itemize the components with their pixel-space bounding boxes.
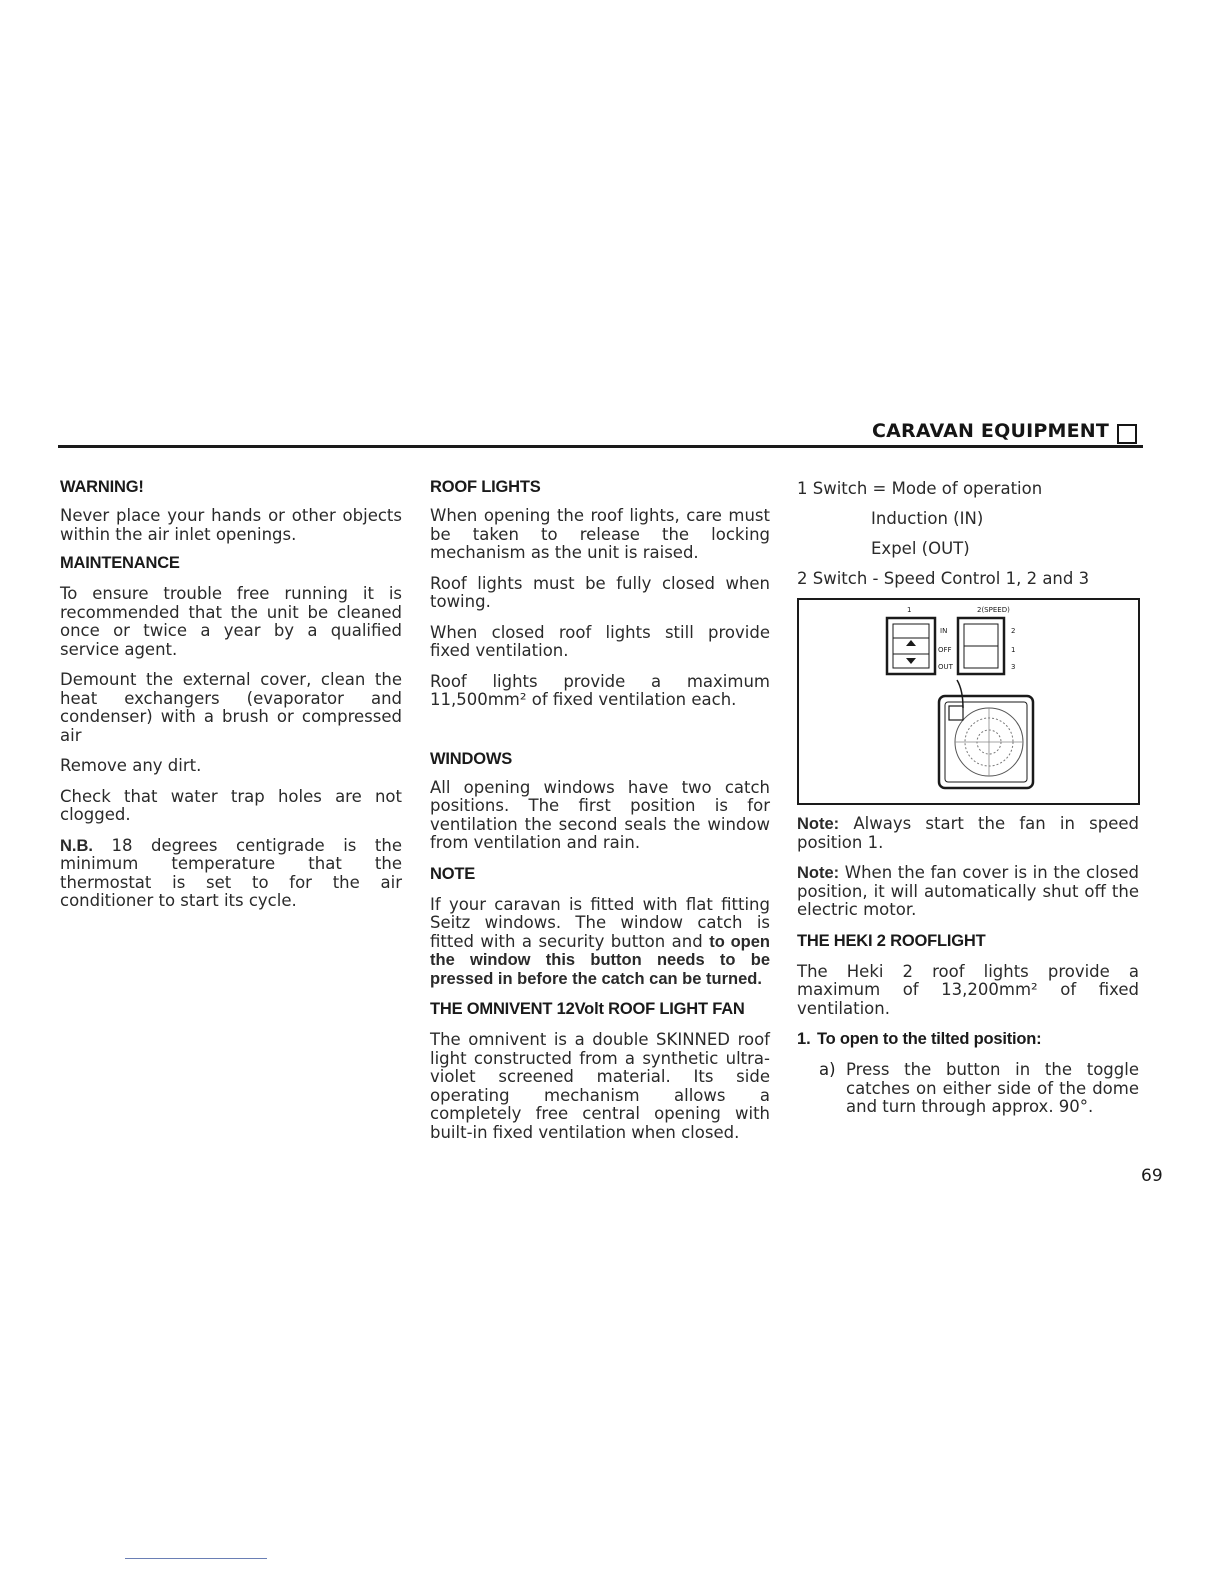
maintenance-paragraph-2: Demount the external cover, clean the heat exchangers (evaporator and condenser) with a brush or compressed air	[60, 670, 402, 745]
note-bold-text: to open the window this button needs to be pressed in before the catch can be turned.	[430, 932, 770, 988]
section-box-icon	[1117, 424, 1137, 444]
column-2	[430, 478, 770, 1142]
nb-paragraph	[60, 837, 402, 911]
expel-line: Expel (OUT)	[871, 539, 970, 558]
note-1-paragraph	[797, 815, 1139, 852]
induction-line: Induction (IN)	[871, 509, 984, 528]
maintenance-paragraph-4: Check that water trap holes are not clogged.	[60, 786, 402, 824]
maintenance-paragraph-1: To ensure trouble free running it is recommended that the unit be cleaned once or twice a year by a qualified service agent.	[60, 584, 402, 659]
roof-lights-paragraph-4: Roof lights provide a maximum 11,500mm² of fixed ventilation each.	[430, 671, 770, 709]
warning-text: Never place your hands or other objects within the air inlet openings.	[60, 506, 402, 544]
maintenance-paragraph-3: Remove any dirt.	[60, 756, 202, 775]
fan-switch-diagram	[797, 598, 1140, 805]
diagram-label-out: OUT	[938, 663, 953, 671]
page-number: 69	[1141, 1166, 1163, 1186]
nb-label: N.B.	[60, 836, 93, 855]
footer-rule	[125, 1558, 267, 1559]
maintenance-heading: MAINTENANCE	[60, 554, 180, 572]
diagram-speed-3: 3	[1011, 663, 1016, 671]
windows-heading: WINDOWS	[430, 749, 513, 768]
note-1-text: Always start the fan in speed position 1.	[797, 814, 1139, 852]
omnivent-paragraph: The omnivent is a double SKINNED roof light constructed from a synthetic ultra-violet screened material. Its side operating mechanism allows a completely free central opening with built-in fixed ventilation when closed.	[430, 1030, 770, 1142]
note-1-label: Note:	[797, 815, 840, 833]
diagram-speed-1: 1	[1011, 646, 1016, 654]
fan-diagram-drawing	[799, 600, 1138, 803]
sub-list-letter: a)	[819, 1060, 836, 1079]
header-rule	[58, 445, 1143, 448]
heki-paragraph: The Heki 2 roof lights provide a maximum of 13,200mm² of fixed ventilation.	[797, 961, 1139, 1018]
note-2-paragraph	[797, 864, 1139, 920]
note-text: If your caravan is fitted with flat fitting Seitz windows. The window catch is fitted with a security button and	[430, 894, 770, 951]
list-number: 1.	[797, 1030, 811, 1048]
note-2-label: Note:	[797, 864, 840, 882]
list-heading: To open to the tilted position:	[817, 1030, 1042, 1048]
diagram-label-off: OFF	[938, 646, 952, 654]
note-2-text: When the fan cover is in the closed position, it will automatically shut off the electric motor.	[797, 863, 1139, 919]
nb-text: 18 degrees centigrade is the minimum temperature that the thermostat is set to for the air conditioner to start its cycle.	[60, 835, 402, 910]
switch-2-line: 2 Switch - Speed Control 1, 2 and 3	[797, 569, 1090, 588]
diagram-label-1: 1	[907, 606, 912, 614]
diagram-label-in: IN	[940, 627, 948, 635]
sub-list-item	[797, 1061, 1139, 1117]
roof-lights-paragraph-1: When opening the roof lights, care must be taken to release the locking mechanism as the unit is raised.	[430, 506, 770, 562]
list-item	[797, 1030, 1139, 1049]
switch-1-line: 1 Switch = Mode of operation	[797, 479, 1043, 498]
column-1	[60, 478, 402, 911]
warning-heading: WARNING!	[60, 478, 144, 496]
section-title: CARAVAN EQUIPMENT	[872, 420, 1110, 442]
sub-list-text: Press the button in the toggle catches on either side of the dome and turn through approx. 90°.	[846, 1060, 1139, 1116]
roof-lights-heading: ROOF LIGHTS	[430, 478, 541, 496]
roof-lights-paragraph-3: When closed roof lights still provide fixed ventilation.	[430, 622, 770, 660]
diagram-speed-2: 2	[1011, 627, 1016, 635]
diagram-label-speed: 2(SPEED)	[977, 606, 1010, 614]
heki-heading: THE HEKI 2 ROOFLIGHT	[797, 931, 986, 950]
note-heading: NOTE	[430, 864, 476, 883]
windows-paragraph: All opening windows have two catch positions. The first position is for ventilation the second seals the window from ventilation and rain.	[430, 777, 770, 852]
roof-lights-paragraph-2: Roof lights must be fully closed when towing.	[430, 573, 770, 611]
column-3	[797, 478, 1139, 1117]
omnivent-heading: THE OMNIVENT 12Volt ROOF LIGHT FAN	[430, 1000, 745, 1018]
note-paragraph	[430, 896, 770, 989]
